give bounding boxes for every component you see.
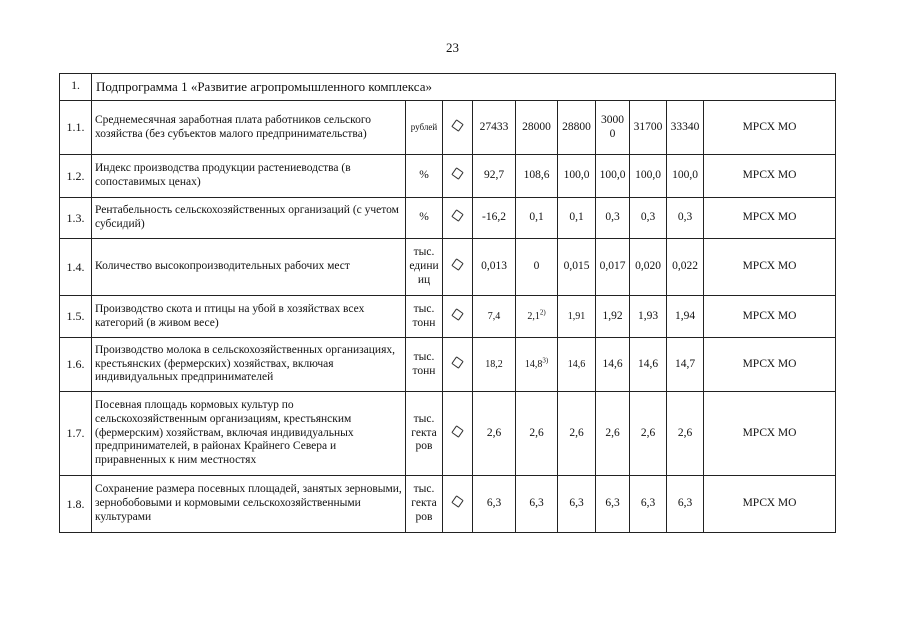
- responsible-cell: МРСХ МО: [704, 338, 836, 392]
- value-cell: 2,6: [473, 392, 516, 476]
- handwritten-mark-icon: [451, 167, 464, 180]
- value-cell: 0,013: [473, 239, 516, 296]
- value-cell: 28800: [558, 101, 596, 155]
- unit: тыс. тонн: [406, 296, 443, 338]
- value-cell: 0,3: [596, 198, 630, 239]
- value-cell: 0: [516, 239, 558, 296]
- row-number: 1.5.: [60, 296, 92, 338]
- table-row: [60, 476, 836, 533]
- value-cell: 2,6: [558, 392, 596, 476]
- handwritten-mark-icon: [451, 425, 464, 438]
- mark-cell: [443, 101, 473, 155]
- footnote-ref: 2): [539, 308, 546, 317]
- value-cell: 0,1: [516, 198, 558, 239]
- table-row: [60, 198, 836, 239]
- value-cell: 1,91: [558, 296, 596, 338]
- value-cell: 6,3: [473, 476, 516, 533]
- value-cell: 31700: [630, 101, 667, 155]
- value-cell: 92,7: [473, 155, 516, 198]
- handwritten-mark-icon: [451, 356, 464, 369]
- mark-cell: [443, 392, 473, 476]
- row-number: 1.4.: [60, 239, 92, 296]
- responsible-cell: МРСХ МО: [704, 476, 836, 533]
- unit: тыс. едини иц: [406, 239, 443, 296]
- value-cell: 100,0: [630, 155, 667, 198]
- section-header-row: [60, 74, 836, 101]
- section-title: Подпрограмма 1 «Развитие агропромышленного комплекса»: [92, 74, 836, 101]
- mark-cell: [443, 476, 473, 533]
- indicators-table: [59, 73, 836, 533]
- value-cell: 100,0: [596, 155, 630, 198]
- handwritten-mark-icon: [451, 209, 464, 222]
- value-cell: 14,6: [596, 338, 630, 392]
- row-number: 1.8.: [60, 476, 92, 533]
- value-cell: [516, 338, 558, 392]
- value-text: 14,8: [524, 358, 543, 370]
- value-cell: 2,6: [667, 392, 704, 476]
- responsible-cell: МРСХ МО: [704, 392, 836, 476]
- handwritten-mark-icon: [451, 258, 464, 271]
- unit: тыс. гекта ров: [406, 476, 443, 533]
- value-cell: 14,6: [558, 338, 596, 392]
- unit: тыс. тонн: [406, 338, 443, 392]
- handwritten-mark-icon: [451, 119, 464, 132]
- indicator-name: Производство скота и птицы на убой в хозяйствах всех категорий (в живом весе): [92, 296, 406, 338]
- value-cell: 100,0: [667, 155, 704, 198]
- value-cell: 1,94: [667, 296, 704, 338]
- row-number: 1.6.: [60, 338, 92, 392]
- responsible-cell: МРСХ МО: [704, 296, 836, 338]
- unit: %: [406, 155, 443, 198]
- value-cell: 0,3: [630, 198, 667, 239]
- value-cell: 0,3: [667, 198, 704, 239]
- table-row: [60, 338, 836, 392]
- unit: рублей: [406, 101, 443, 155]
- row-number: 1.1.: [60, 101, 92, 155]
- row-number: 1.2.: [60, 155, 92, 198]
- indicator-name: Посевная площадь кормовых культур по сельскохозяйственным организациям, крестьянским (фермерским) хозяйствам, включая индивидуальных предпринимателей, в районах Крайнего Севера и приравненных к ним местностях: [92, 392, 406, 476]
- responsible-cell: МРСХ МО: [704, 155, 836, 198]
- value-cell: 18,2: [473, 338, 516, 392]
- page-number: 23: [446, 40, 459, 55]
- value-cell: 6,3: [596, 476, 630, 533]
- indicator-name: Среднемесячная заработная плата работников сельского хозяйства (без субъектов малого предпринимательства): [92, 101, 406, 155]
- value-cell: 28000: [516, 101, 558, 155]
- mark-cell: [443, 296, 473, 338]
- value-cell: 6,3: [630, 476, 667, 533]
- mark-cell: [443, 155, 473, 198]
- handwritten-mark-icon: [451, 495, 464, 508]
- value-cell: 100,0: [558, 155, 596, 198]
- footnote-ref: 3): [542, 356, 549, 365]
- value-cell: 14,7: [667, 338, 704, 392]
- value-cell: 0,017: [596, 239, 630, 296]
- value-cell: 2,6: [596, 392, 630, 476]
- mark-cell: [443, 338, 473, 392]
- value-cell: 27433: [473, 101, 516, 155]
- indicator-name: Количество высокопроизводительных рабочих мест: [92, 239, 406, 296]
- responsible-cell: МРСХ МО: [704, 101, 836, 155]
- handwritten-mark-icon: [451, 308, 464, 321]
- value-cell: 6,3: [667, 476, 704, 533]
- value-cell: 1,93: [630, 296, 667, 338]
- value-cell: 0,015: [558, 239, 596, 296]
- value-cell: 14,6: [630, 338, 667, 392]
- section-index: 1.: [60, 74, 92, 101]
- value-cell: 108,6: [516, 155, 558, 198]
- value-cell: 6,3: [558, 476, 596, 533]
- mark-cell: [443, 239, 473, 296]
- mark-cell: [443, 198, 473, 239]
- value-cell: 2,6: [630, 392, 667, 476]
- responsible-cell: МРСХ МО: [704, 239, 836, 296]
- value-cell: 0,1: [558, 198, 596, 239]
- indicator-name: Рентабельность сельскохозяйственных организаций (с учетом субсидий): [92, 198, 406, 239]
- value-text: 2,1: [527, 310, 540, 322]
- indicator-name: Сохранение размера посевных площадей, занятых зерновыми, зернобобовыми и кормовыми сельскохозяйственными культурами: [92, 476, 406, 533]
- value-cell: 0,022: [667, 239, 704, 296]
- value-cell: 2,6: [516, 392, 558, 476]
- unit: %: [406, 198, 443, 239]
- indicator-name: Производство молока в сельскохозяйственных организациях, крестьянских (фермерских) хозяйствах, включая индивидуальных предпринимателей: [92, 338, 406, 392]
- row-number: 1.7.: [60, 392, 92, 476]
- row-number: 1.3.: [60, 198, 92, 239]
- value-cell: 6,3: [516, 476, 558, 533]
- value-cell: 0,020: [630, 239, 667, 296]
- table-row: [60, 296, 836, 338]
- responsible-cell: МРСХ МО: [704, 198, 836, 239]
- indicator-name: Индекс производства продукции растениеводства (в сопоставимых ценах): [92, 155, 406, 198]
- unit: тыс. гекта ров: [406, 392, 443, 476]
- value-cell: 3000 0: [596, 101, 630, 155]
- value-cell: -16,2: [473, 198, 516, 239]
- table-row: [60, 239, 836, 296]
- table-row: [60, 392, 836, 476]
- value-cell: 1,92: [596, 296, 630, 338]
- value-cell: [516, 296, 558, 338]
- table-row: [60, 155, 836, 198]
- value-cell: 7,4: [473, 296, 516, 338]
- table-row: [60, 101, 836, 155]
- value-cell: 33340: [667, 101, 704, 155]
